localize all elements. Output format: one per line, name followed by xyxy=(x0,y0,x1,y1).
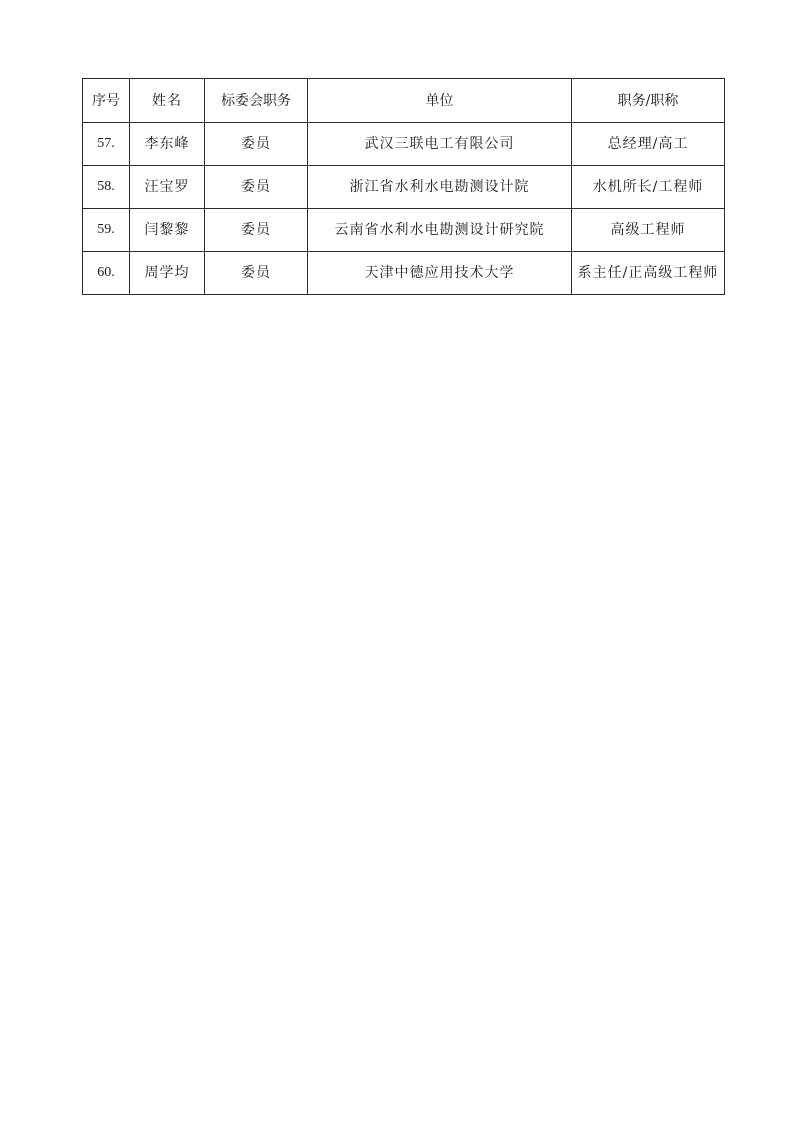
committee-member-table xyxy=(82,78,725,295)
cell-committee-position: 委员 xyxy=(205,166,308,209)
table-row xyxy=(83,252,725,295)
cell-committee-position: 委员 xyxy=(205,252,308,295)
cell-organization: 云南省水利水电勘测设计研究院 xyxy=(308,209,572,252)
cell-serial-number: 59. xyxy=(83,209,130,252)
cell-committee-position: 委员 xyxy=(205,123,308,166)
cell-organization: 武汉三联电工有限公司 xyxy=(308,123,572,166)
header-position-title: 职务/职称 xyxy=(572,79,725,123)
cell-organization: 浙江省水利水电勘测设计院 xyxy=(308,166,572,209)
table-row xyxy=(83,166,725,209)
header-name: 姓名 xyxy=(130,79,205,123)
cell-position-title: 高级工程师 xyxy=(572,209,725,252)
header-serial-number: 序号 xyxy=(83,79,130,123)
cell-serial-number: 58. xyxy=(83,166,130,209)
table-body xyxy=(83,123,725,295)
cell-name: 李东峰 xyxy=(130,123,205,166)
cell-name: 闫黎黎 xyxy=(130,209,205,252)
cell-position-title: 水机所长/工程师 xyxy=(572,166,725,209)
header-committee-position: 标委会职务 xyxy=(205,79,308,123)
cell-committee-position: 委员 xyxy=(205,209,308,252)
cell-position-title: 总经理/高工 xyxy=(572,123,725,166)
table-header xyxy=(83,79,725,123)
cell-serial-number: 57. xyxy=(83,123,130,166)
table-row xyxy=(83,209,725,252)
table-row xyxy=(83,123,725,166)
cell-organization: 天津中德应用技术大学 xyxy=(308,252,572,295)
header-row xyxy=(83,79,725,123)
cell-name: 汪宝罗 xyxy=(130,166,205,209)
header-organization: 单位 xyxy=(308,79,572,123)
cell-name: 周学均 xyxy=(130,252,205,295)
cell-position-title: 系主任/正高级工程师 xyxy=(572,252,725,295)
cell-serial-number: 60. xyxy=(83,252,130,295)
